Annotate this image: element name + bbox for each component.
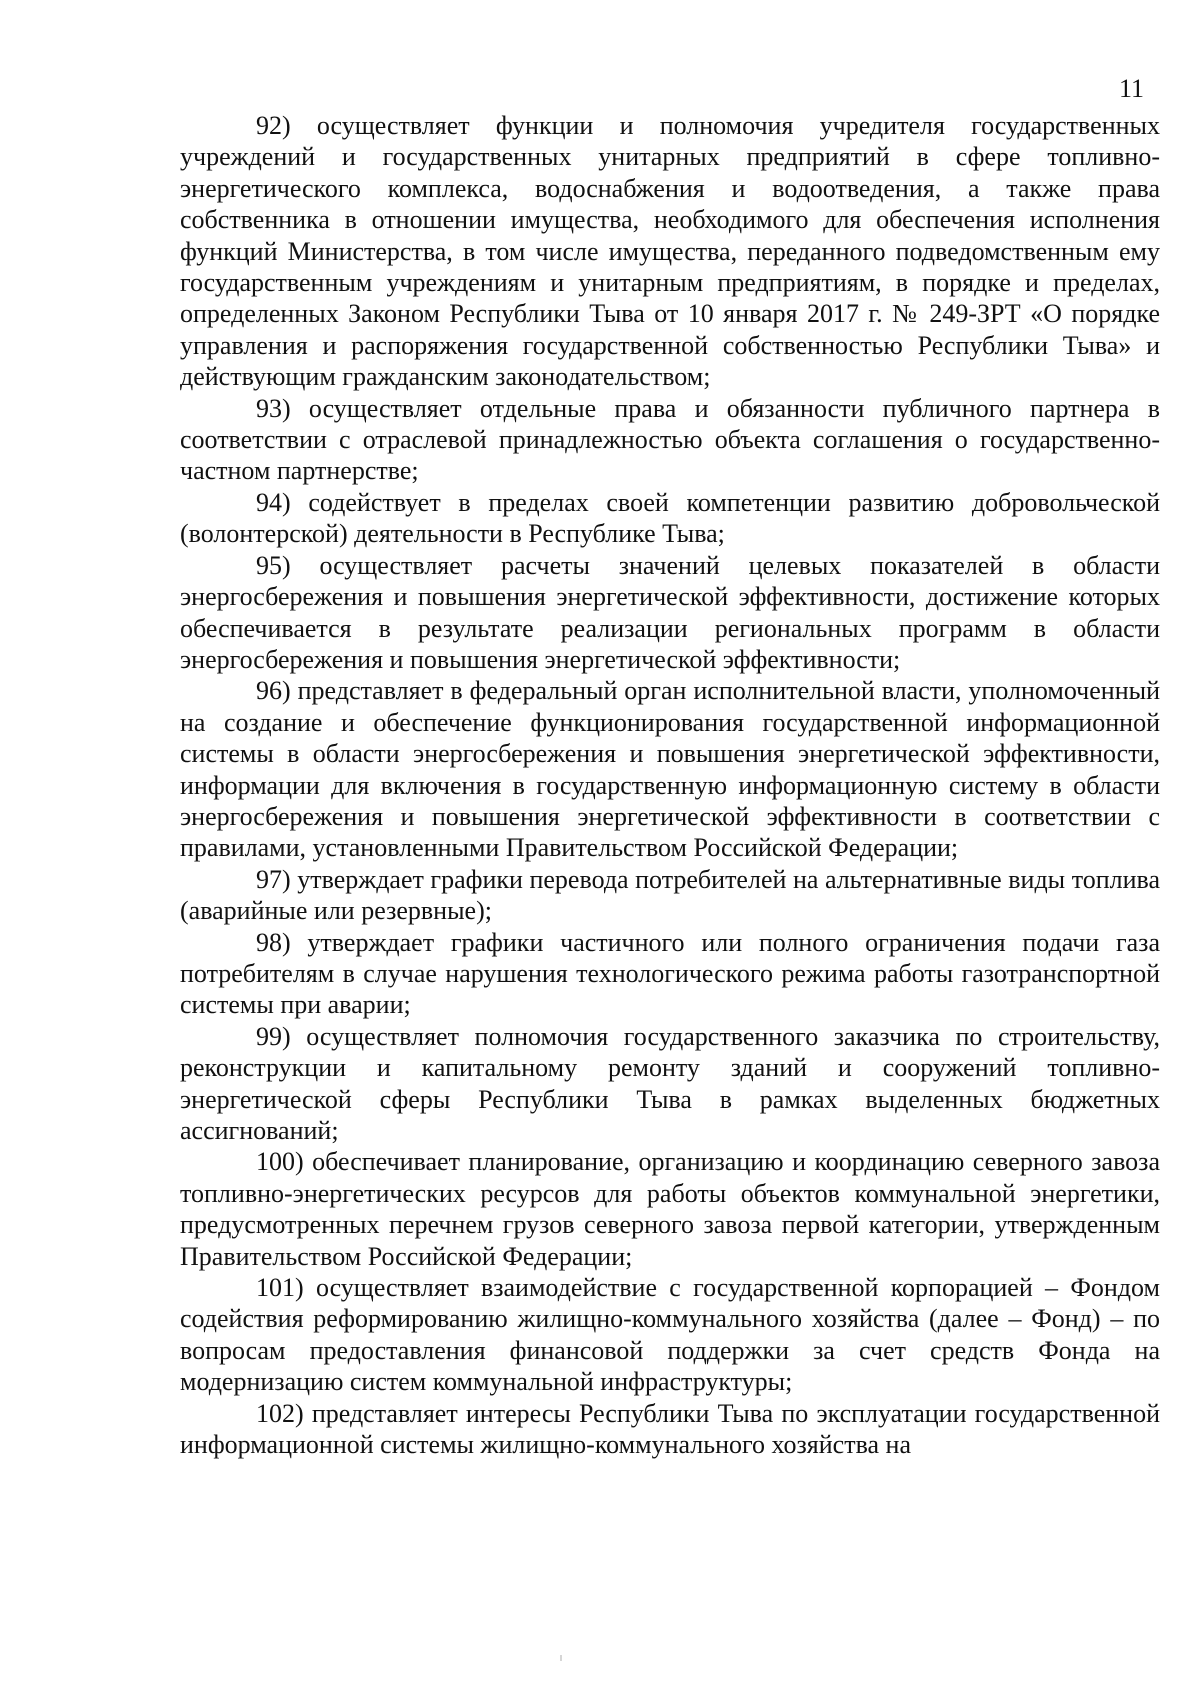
- paragraph-102: 102) представляет интересы Республики Тыва по эксплуатации государственной информационной системы жилищно-коммунального хозяйства на: [180, 1398, 1160, 1460]
- paragraph-98: 98) утверждает графики частичного или полного ограничения подачи газа потребителям в случае нарушения технологического режима работы газотранспортной системы при аварии;: [180, 927, 1160, 1020]
- page-number: 11: [1118, 74, 1144, 103]
- paragraph-96: 96) представляет в федеральный орган исполнительной власти, уполномоченный на создание и обеспечение функционирования государственной информационной системы в области энергосбережения и повышения энергетической эффективности, информации для включения в государственную информационную систему в области энергосбережения и повышения энергетической эффективности в соответствии с правилами, установленными Правительством Российской Федерации;: [180, 676, 1160, 863]
- paragraph-100: 100) обеспечивает планирование, организацию и координацию северного завоза топливно-энергетических ресурсов для работы объектов коммунальной энергетики, предусмотренных перечнем грузов северного завоза первой категории, утвержденным Правительством Российской Федерации;: [180, 1147, 1160, 1271]
- paragraph-97: 97) утверждает графики перевода потребителей на альтернативные виды топлива (аварийные или резервные);: [180, 864, 1160, 926]
- paragraph-101: 101) осуществляет взаимодействие с государственной корпорацией – Фондом содействия реформированию жилищно-коммунального хозяйства (далее – Фонд) – по вопросам предоставления финансовой поддержки за счет средств Фонда на модернизацию систем коммунальной инфраструктуры;: [180, 1273, 1160, 1397]
- paragraph-92: 92) осуществляет функции и полномочия учредителя государственных учреждений и государственных унитарных предприятий в сфере топливно-энергетического комплекса, водоснабжения и водоотведения, а также права собственника в отношении имущества, необходимого для обеспечения исполнения функций Министерства, в том числе имущества, переданного подведомственным ему государственным учреждениям и унитарным предприятиям, в порядке и пределах, определенных Законом Республики Тыва от 10 января 2017 г. № 249-ЗРТ «О порядке управления и распоряжения государственной собственностью Республики Тыва» и действующим гражданским законодательством;: [180, 111, 1160, 392]
- paragraph-95: 95) осуществляет расчеты значений целевых показателей в области энергосбережения и повышения энергетической эффективности, достижение которых обеспечивается в результате реализации региональных программ в области энергосбережения и повышения энергетической эффективности;: [180, 550, 1160, 674]
- paragraph-94: 94) содействует в пределах своей компетенции развитию добровольческой (волонтерской) деятельности в Республике Тыва;: [180, 487, 1160, 549]
- paragraph-99: 99) осуществляет полномочия государственного заказчика по строительству, реконструкции и капитальному ремонту зданий и сооружений топливно-энергетической сферы Республики Тыва в рамках выделенных бюджетных ассигнований;: [180, 1021, 1160, 1145]
- document-body: [180, 110, 1160, 1460]
- scan-dot-mark: [560, 1655, 562, 1661]
- paragraph-93: 93) осуществляет отдельные права и обязанности публичного партнера в соответствии с отраслевой принадлежностью объекта соглашения о государственно-частном партнерстве;: [180, 393, 1160, 486]
